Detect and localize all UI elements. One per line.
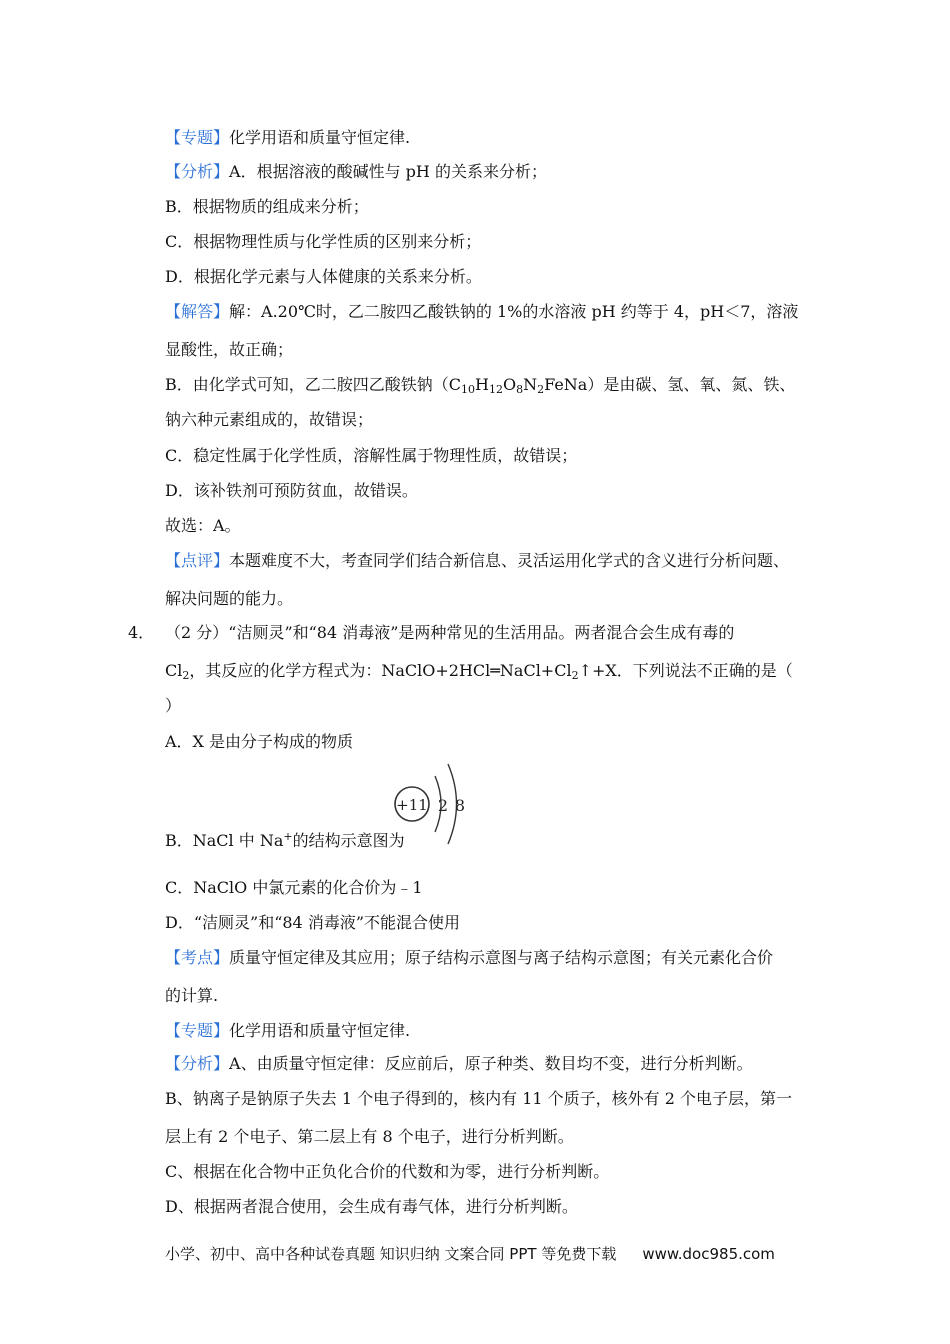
sodium-ion-structure-diagram [393,762,473,846]
answer-b-line2: 钠六种元素组成的，故错误； [165,410,374,429]
answer-a-line2: 显酸性，故正确； [165,340,294,359]
option-b [165,831,405,851]
q4-analysis-b-line1: B、钠离子是钠原子失去 1 个电子得到的，核内有 11 个质子，核外有 2 个电子层，第一 [165,1089,792,1108]
cl-sub: 2 [182,669,190,682]
q4-topic-line [165,1021,410,1041]
analysis-b: B．根据物质的组成来分析； [165,197,369,216]
analysis-a: A．根据溶液的酸碱性与 pH 的关系来分析； [229,162,547,181]
sub-2: 2 [537,383,545,396]
answer-b-h: H [475,375,489,394]
sub-10: 10 [461,383,476,396]
answer-b-post: FeNa）是由碳、氢、氧、氮、铁、 [544,375,796,394]
equation-post: ↑+X．下列说法不正确的是（ [578,661,793,680]
topic-text: 化学用语和质量守恒定律. [229,128,411,147]
question-4-number: 4． [128,623,155,642]
point-line2: 的计算. [165,986,219,1005]
analysis-c: C．根据物理性质与化学性质的区别来分析； [165,232,482,251]
answer-b-n: N [523,375,538,394]
option-d: D．“洁厕灵”和“84 消毒液”不能混合使用 [165,913,460,932]
q4-analysis-c: C、根据在化合物中正负化合价的代数和为零，进行分析判断。 [165,1162,610,1181]
point-line1 [165,948,773,968]
comment-text: 本题难度不大，考查同学们结合新信息、灵活运用化学式的含义进行分析问题、 [229,551,790,570]
shell-1-electrons: 2 [437,796,449,815]
shell-2-electrons: 8 [454,796,466,815]
question-4-line2 [165,661,793,681]
answer-d: D．该补铁剂可预防贫血，故错误。 [165,481,418,500]
na-charge: + [283,830,293,843]
topic-line [165,128,410,148]
q4-analysis-b-line2: 层上有 2 个电子、第二层上有 8 个电子，进行分析判断。 [165,1127,574,1146]
point-text: 质量守恒定律及其应用；原子结构示意图与离子结构示意图；有关元素化合价 [229,948,774,967]
equation-text: ，其反应的化学方程式为：NaClO+2HCl═NaCl+Cl [189,661,572,680]
comment-line2: 解决问题的能力。 [165,589,294,608]
answer-a-line1: 解：A.20℃时，乙二胺四乙酸铁钠的 1%的水溶液 pH 约等于 4，pH＜7，溶液 [229,302,799,321]
analysis-line-a [165,162,547,182]
comment-line1 [165,551,789,571]
answer-line-a [165,302,798,322]
footer-text: 小学、初中、高中各种试卷真题 知识归纳 文案合同 PPT 等免费下载 [165,1245,617,1263]
option-b-pre: B．NaCl 中 Na [165,831,284,850]
answer-b-line1 [165,375,795,395]
q4-analysis-tag: 【分析】 [165,1054,230,1073]
answer-b-o: O [502,375,517,394]
cl2-sub: 2 [571,669,579,682]
option-b-post: 的结构示意图为 [292,831,405,850]
analysis-tag: 【分析】 [165,162,230,181]
analysis-d: D．根据化学元素与人体健康的关系来分析。 [165,267,482,286]
q4-analysis-line-a [165,1054,753,1074]
choice-line: 故选：A。 [165,516,241,535]
nucleus-label: +11 [396,796,428,814]
option-c: C．NaClO 中氯元素的化合价为﹣1 [165,878,423,897]
sub-12: 12 [488,383,503,396]
sub-8: 8 [516,383,524,396]
answer-b-pre: B．由化学式可知，乙二胺四乙酸铁钠（C [165,375,462,394]
question-4-line3: ） [165,696,182,715]
comment-tag: 【点评】 [165,551,230,570]
option-a: A．X 是由分子构成的物质 [165,732,354,751]
cl-text: Cl [165,661,183,680]
answer-c: C．稳定性属于化学性质，溶解性属于物理性质，故错误； [165,446,578,465]
q4-analysis-a: A、由质量守恒定律：反应前后，原子种类、数目均不变，进行分析判断。 [229,1054,753,1073]
page-footer [165,1244,775,1264]
q4-analysis-d: D、根据两者混合使用，会生成有毒气体，进行分析判断。 [165,1197,578,1216]
point-tag: 【考点】 [165,948,230,967]
q4-topic-text: 化学用语和质量守恒定律. [229,1021,411,1040]
q4-topic-tag: 【专题】 [165,1021,230,1040]
topic-tag: 【专题】 [165,128,230,147]
question-4-line1: （2 分）“洁厕灵”和“84 消毒液”是两种常见的生活用品。两者混合会生成有毒的 [165,623,735,642]
footer-site: www.doc985.com [642,1245,775,1263]
answer-tag: 【解答】 [165,302,230,321]
